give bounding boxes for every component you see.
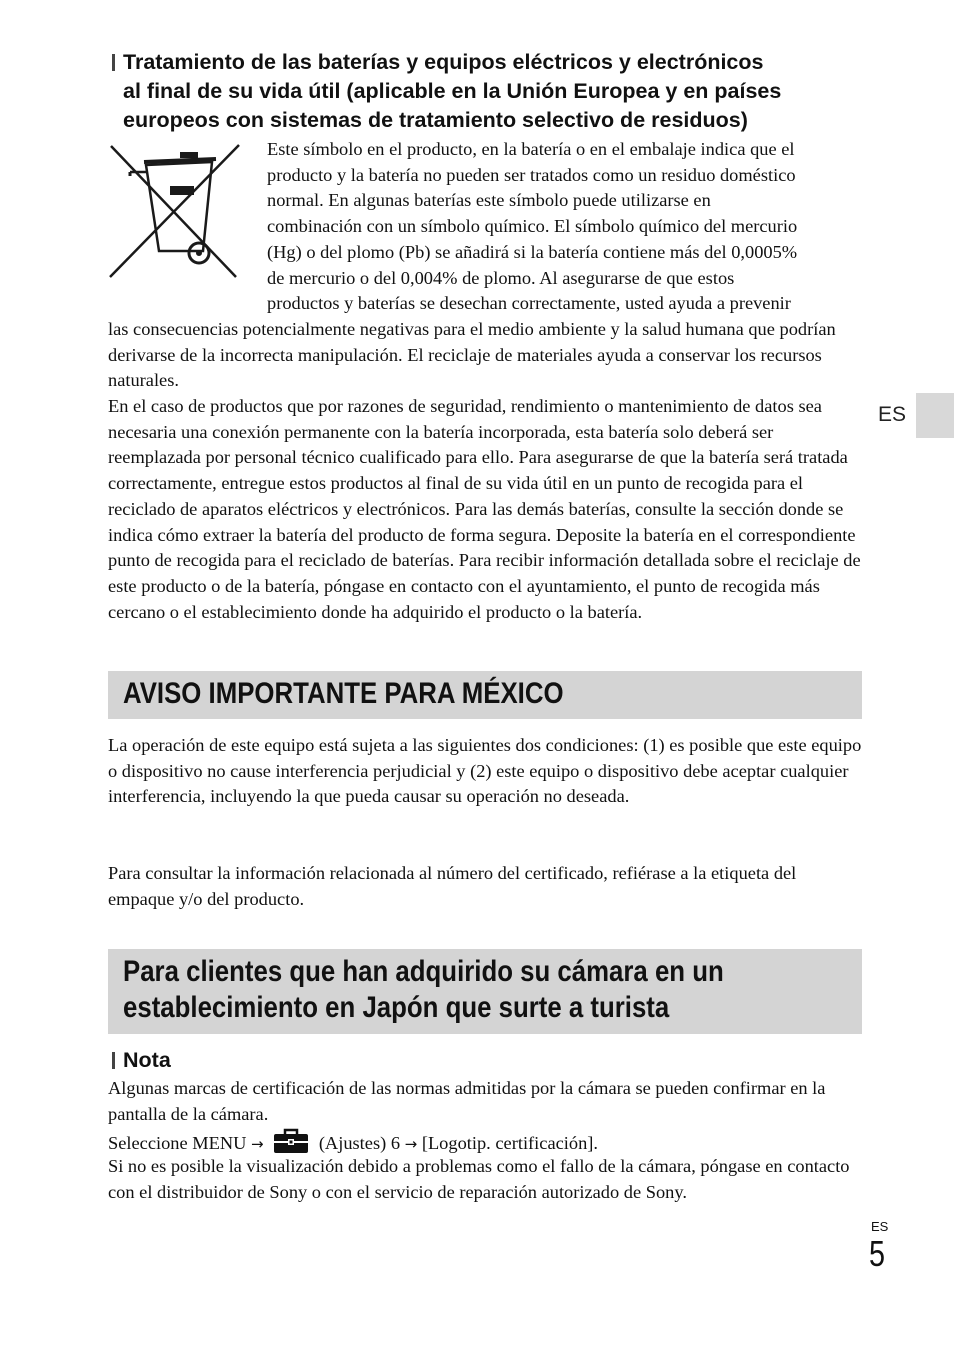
section-title-line: Para clientes que han adquirido su cámara en un	[123, 955, 724, 988]
text-line: productos y baterías se desechan correctamente, usted ayuda a prevenir	[267, 293, 791, 314]
japan-section-header	[108, 949, 862, 1034]
heading-marker	[112, 54, 115, 71]
heading-line: Tratamiento de las baterías y equipos eléctricos y electrónicos	[123, 50, 764, 74]
language-tab	[916, 393, 954, 438]
page-number: 5	[869, 1233, 886, 1274]
display-failure-paragraph: Si no es posible la visualización debido a problemas como el fallo de la cámara, póngase en contacto con el distribuidor de Sony o con el servicio de reparación autorizado de Sony.	[108, 1156, 850, 1202]
section-title: AVISO IMPORTANTE PARA MÉXICO	[123, 677, 564, 710]
language-tab-label: ES	[878, 403, 907, 426]
text-line: de mercurio o del 0,004% de plomo. Al asegurarse de que estos	[267, 267, 735, 288]
heading-line: al final de su vida útil (aplicable en la Unión Europea y en países	[123, 79, 782, 103]
arrow-right-icon: →	[404, 1135, 418, 1153]
mexico-certificate-paragraph: Para consultar la información relacionada al número del certificado, refiérase a la etiqueta del empaque y/o del producto.	[108, 863, 797, 909]
toolbox-icon	[272, 1128, 310, 1154]
crossed-out-wheelie-bin-icon	[108, 143, 244, 281]
text-line: Este símbolo en el producto, en la batería o en el embalaje indica que el	[267, 139, 795, 159]
note-heading	[108, 1046, 171, 1075]
weee-description-wrapped	[267, 137, 867, 317]
menu-suffix: [Logotip. certificación].	[421, 1133, 598, 1153]
mexico-conditions-paragraph: La operación de este equipo está sujeta a las siguientes dos condiciones: (1) es posible que este equipo o dispositivo no cause interferencia perjudicial y (2) este equipo o dispositivo debe aceptar cualquier interferencia, incluyendo la que pueda causar su operación no deseada.	[108, 735, 862, 807]
menu-middle: (Ajustes) 6	[318, 1133, 401, 1153]
weee-description-continued: las consecuencias potencialmente negativas para el medio ambiente y la salud humana que podrían derivarse de la incorrecta manipulación. El reciclaje de materiales ayuda a conservar los recursos naturales.	[108, 319, 836, 391]
section-title-line: establecimiento en Japón que surte a turista	[123, 991, 670, 1024]
mexico-section-header	[108, 671, 862, 719]
text-line: (Hg) o del plomo (Pb) se añadirá si la batería contiene más del 0,0005%	[267, 241, 798, 262]
text-line: normal. En algunas baterías este símbolo puede utilizarse en	[267, 190, 711, 211]
menu-prefix: Seleccione MENU	[108, 1133, 247, 1153]
note-text: Algunas marcas de certificación de las normas admitidas por la cámara se pueden confirmar en la pantalla de la cámara.	[108, 1078, 826, 1124]
heading-line: europeos con sistemas de tratamiento selectivo de residuos)	[123, 108, 748, 132]
note-heading-label: Nota	[123, 1048, 171, 1072]
heading-marker	[112, 1052, 115, 1069]
text-line: producto y la batería no pueden ser tratados como un residuo doméstico	[267, 164, 796, 185]
text-line: combinación con un símbolo químico. El símbolo químico del mercurio	[267, 216, 798, 237]
page-language-code: ES	[871, 1219, 889, 1234]
built-in-battery-paragraph: En el caso de productos que por razones de seguridad, rendimiento o mantenimiento de datos sea necesaria una conexión permanente con la batería incorporada, esta batería solo deberá ser reemplazada por personal técnico cualificado para ello. Para asegurarse de que la batería será tratada correctamente, entregue estos productos al final de su vida útil en un punto de recogida para el reciclado de aparatos eléctricos y electrónicos. Para las demás baterías, consulte la sección donde se indica cómo extraer la batería del producto de forma segura. Deposite la batería en el correspondiente punto de recogida para el reciclado de baterías. Para recibir información detallada sobre el reciclaje de este producto o de la batería, póngase en contacto con el ayuntamiento, el punto de recogida más cercano o el establecimiento donde ha adquirido el producto o la batería.	[108, 396, 861, 622]
arrow-right-icon: →	[251, 1135, 264, 1153]
battery-disposal-heading	[108, 48, 781, 135]
